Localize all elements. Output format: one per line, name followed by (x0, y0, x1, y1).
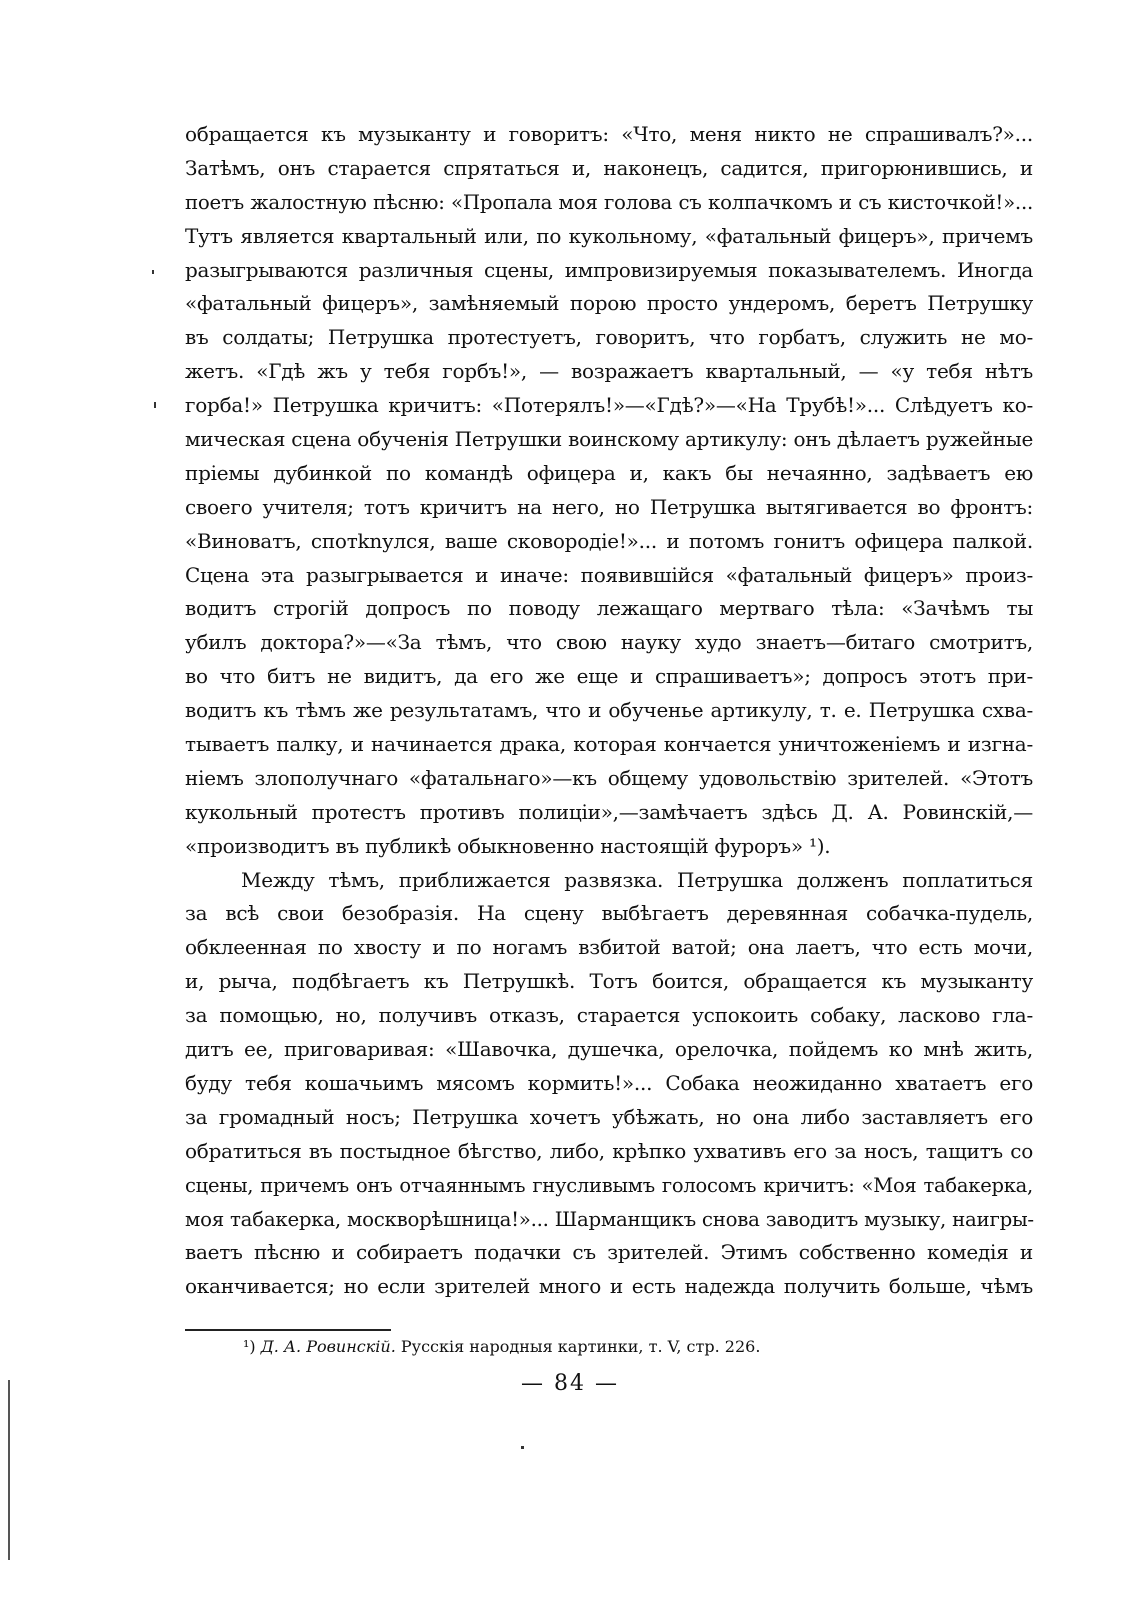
margin-speck (154, 402, 156, 408)
text-line: разыгрываются различныя сцены, импровизируемыя показывателемъ. Иногда (185, 257, 1033, 282)
text-line: сцены, причемъ онъ отчаяннымъ гнусливымъ голосомъ кричитъ: «Моя табакерка, (185, 1173, 1033, 1197)
margin-speck (521, 1446, 524, 1449)
text-line: обращается къ музыканту и говоритъ: «Что, меня никто не спрашивалъ?»... (185, 122, 1033, 146)
text-line: водитъ къ тѣмъ же результатамъ, что и обученье артикулу, т. е. Петрушка схва- (185, 698, 1033, 723)
text-line: кукольный протестъ противъ полиціи»,—замѣчаетъ здѣсь Д. А. Ровинскій,— (185, 799, 1033, 824)
text-line: моя табакерка, москворѣшница!»... Шарманщикъ снова заводитъ музыку, наигры- (185, 1207, 1034, 1231)
text-line: водитъ строгій допросъ по поводу лежащаго мертваго тѣла: «Зачѣмъ ты (185, 596, 1033, 621)
text-line: своего учителя; тотъ кричитъ на него, но Петрушка вытягивается во фронтъ: (185, 494, 1033, 519)
text-line: ваетъ пѣсню и собираетъ подачки съ зрителей. Этимъ собственно комедія и (185, 1240, 1033, 1265)
text-line: во что битъ не видитъ, да его же еще и спрашиваетъ»; допросъ этотъ при- (185, 664, 1033, 689)
text-line: буду тебя кошачьимъ мясомъ кормить!»... Собака неожиданно хватаетъ его (185, 1070, 1033, 1095)
text-line: жетъ. «Гдѣ жъ у тебя горбъ!», — возражаетъ квартальный, — «у тебя нѣтъ (185, 359, 1033, 384)
text-line: обклеенная по хвосту и по ногамъ взбитой ватой; она лаетъ, что есть мочи, (185, 935, 1033, 960)
text-line: горба!» Петрушка кричитъ: «Потерялъ!»—«Гдѣ?»—«На Трубѣ!»... Слѣдуетъ ко- (185, 393, 1033, 418)
binding-edge (8, 1380, 10, 1560)
footnote-marker: ¹) (243, 1337, 256, 1356)
text-line: Затѣмъ, онъ старается спрятаться и, наконецъ, садится, пригорюнившись, и (185, 155, 1033, 180)
paragraph-end-line: «производитъ въ публикѣ обыкновенно настоящій фуроръ» ¹). (185, 833, 831, 858)
text-line: убилъ доктора?»—«За тѣмъ, что свою науку худо знаетъ—битаго смотритъ, (185, 630, 1033, 655)
text-line: и, рыча, подбѣгаетъ къ Петрушкѣ. Тотъ боится, обращается къ музыканту (185, 969, 1033, 994)
text-line: Тутъ является квартальный или, по кукольному, «фатальный фицеръ», причемъ (185, 223, 1033, 248)
text-line: оканчивается; но если зрителей много и есть надежда получить больше, чѣмъ (185, 1274, 1033, 1299)
text-line: «Виноватъ, спотknулся, ваше сковородіе!»... и потомъ гонитъ офицера палкой. (185, 528, 1033, 553)
footnote-author: Д. А. Ровинскій. (260, 1337, 396, 1356)
text-line: обратиться въ постыдное бѣгство, либо, крѣпко ухвативъ его за носъ, тащитъ со (185, 1138, 1033, 1163)
text-line: тываетъ палку, и начинается драка, которая кончается уничтоженіемъ и изгна- (185, 732, 1033, 757)
margin-speck (152, 270, 154, 274)
body-text (185, 118, 1033, 1304)
text-line: Сцена эта разыгрывается и иначе: появившійся «фатальный фицеръ» произ- (185, 562, 1033, 587)
footnote-text: Русскія народныя картинки, т. V, стр. 226. (400, 1337, 761, 1356)
text-line: пріемы дубинкой по командѣ офицера и, какъ бы нечаянно, задѣваетъ ею (185, 460, 1033, 485)
text-line: за помощью, но, получивъ отказъ, старается успокоить собаку, ласково гла- (185, 1003, 1033, 1028)
footnote (243, 1333, 760, 1361)
footnote-divider (185, 1329, 391, 1331)
text-line: ніемъ злополучнаго «фатальнаго»—къ общему удовольствію зрителей. «Этотъ (185, 765, 1033, 790)
text-line: поетъ жалостную пѣсню: «Пропала моя голова съ колпачкомъ и съ кисточкой!»... (185, 190, 1033, 214)
text-line: за громадный носъ; Петрушка хочетъ убѣжать, но она либо заставляетъ его (185, 1104, 1033, 1129)
text-line: въ солдаты; Петрушка протестуетъ, говоритъ, что горбатъ, служить не мо- (185, 325, 1033, 350)
paragraph-start-line: Между тѣмъ, приближается развязка. Петрушка долженъ поплатиться (241, 867, 1033, 892)
text-line: дитъ ее, приговаривая: «Шавочка, душечка, орелочка, пойдемъ ко мнѣ жить, (185, 1037, 1033, 1062)
text-line: мическая сцена обученія Петрушки воинскому артикулу: онъ дѣлаетъ ружейные (185, 427, 1034, 452)
page-number: — 84 — (521, 1371, 619, 1396)
text-line: за всѣ свои безобразія. На сцену выбѣгаетъ деревянная собачка-пудель, (185, 901, 1033, 926)
text-line: «фатальный фицеръ», замѣняемый порою просто ундеромъ, беретъ Петрушку (185, 291, 1033, 316)
